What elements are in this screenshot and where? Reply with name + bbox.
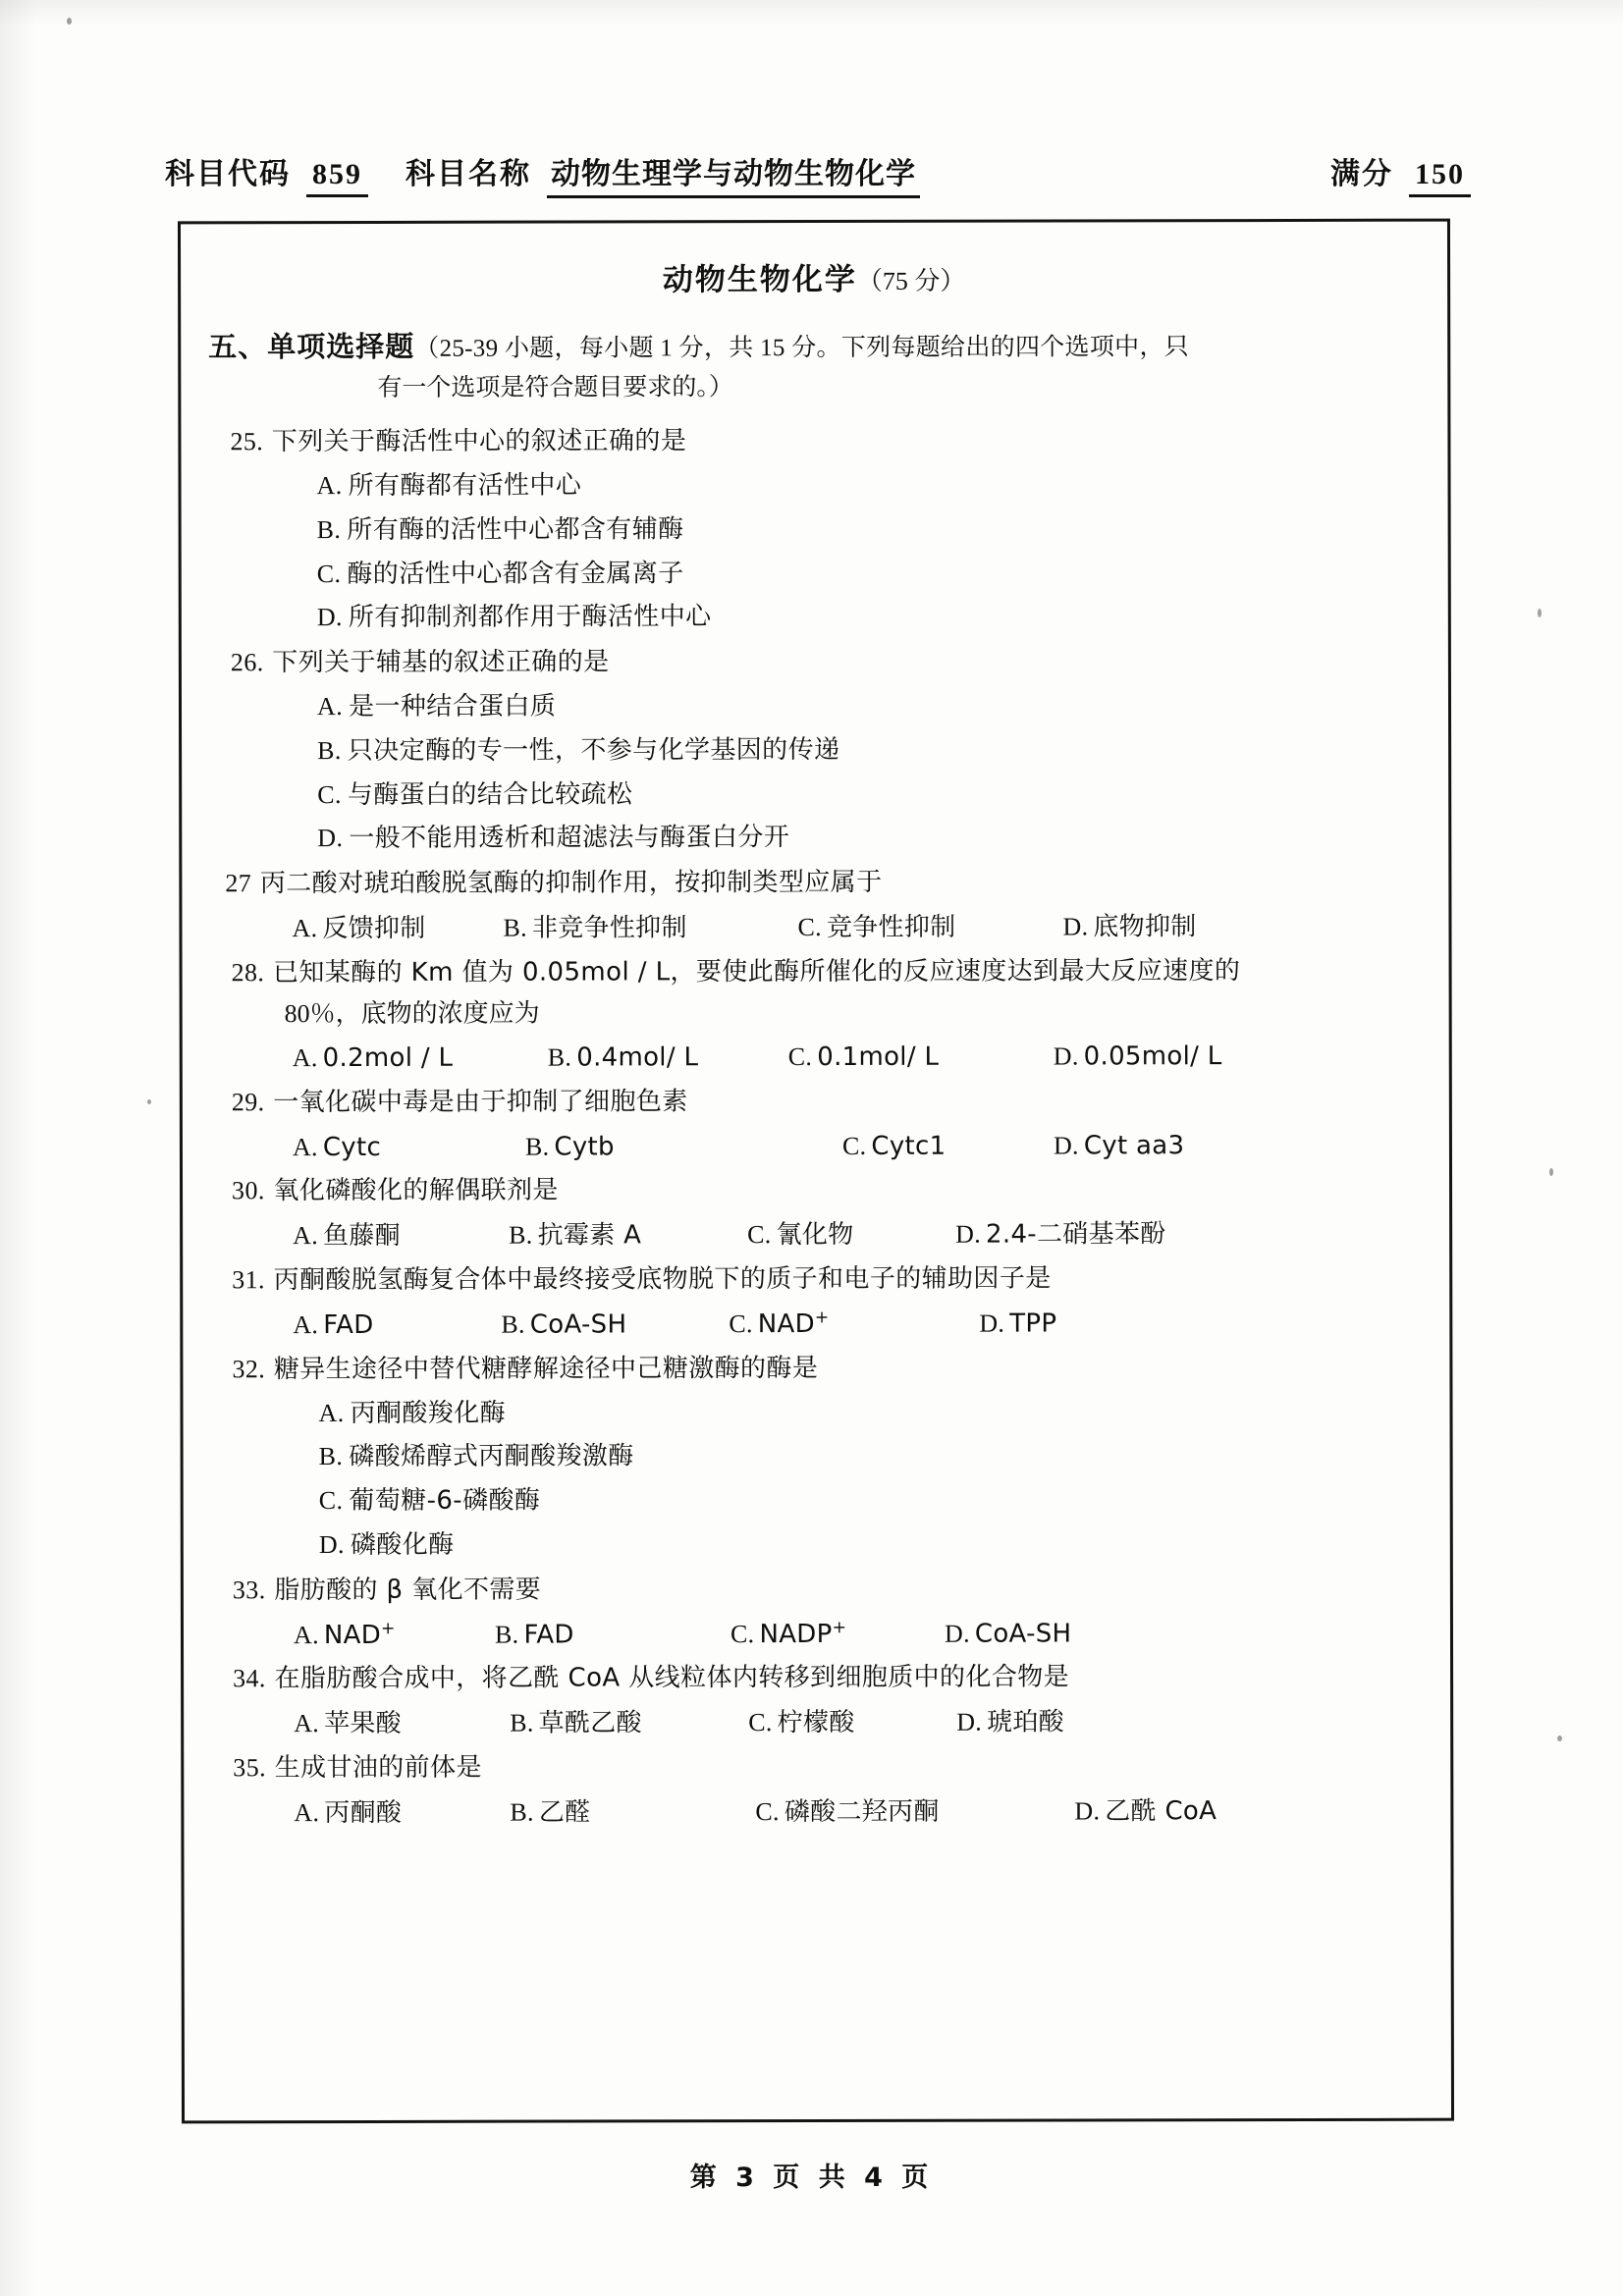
option-marker: C. [841, 1131, 867, 1160]
option-b[interactable] [501, 1304, 729, 1346]
exam-content-frame [178, 219, 1454, 2124]
option-a[interactable] [206, 462, 1422, 508]
option-text: 0.4mol/ L [576, 1042, 699, 1073]
option-list [208, 1124, 1424, 1168]
section-instructions-line1: （25-39 小题，每小题 1 分，共 15 分。下列每题给出的四个选项中，只 [414, 334, 1190, 362]
option-b[interactable] [209, 1433, 1425, 1479]
option-marker: D. [944, 1619, 970, 1648]
option-text: 丙酮酸羧化酶 [350, 1398, 507, 1428]
option-marker: A. [294, 1709, 320, 1738]
question-number: 26. [230, 648, 264, 677]
option-marker: C. [316, 559, 342, 588]
option-a[interactable] [293, 1126, 525, 1168]
option-text: 琥珀酸 [987, 1707, 1065, 1738]
option-d[interactable] [209, 1522, 1425, 1568]
question-stem-text: 一氧化碳中毒是由于抑制了细胞色素 [273, 1086, 688, 1117]
option-b[interactable] [503, 907, 797, 949]
option-list [209, 1790, 1425, 1835]
option-marker: C. [755, 1797, 780, 1827]
option-a[interactable] [294, 1703, 510, 1745]
question-stem-text: 生成甘油的前体是 [274, 1752, 482, 1784]
option-text: NAD [323, 1620, 382, 1650]
option-marker: D. [955, 1219, 982, 1250]
question-stem [208, 1257, 1424, 1302]
paper-title-text: 动物生物化学 [662, 261, 857, 298]
question-stem-text: 丙二酸对琥珀酸脱氢酶的抑制作用，按抑制类型应属于 [259, 867, 883, 899]
option-list [208, 1213, 1424, 1257]
question-item [208, 1079, 1424, 1168]
option-text: 2.4-二硝基苯酚 [985, 1219, 1166, 1250]
option-a[interactable] [294, 1792, 510, 1835]
option-marker: B. [316, 514, 342, 544]
option-text: 磷酸化酶 [350, 1529, 455, 1560]
option-text: 只决定酶的专一性，不参与化学基因的传递 [347, 734, 840, 766]
question-stem-text: 下列关于酶活性中心的叙述正确的是 [271, 426, 687, 457]
option-marker: C. [318, 1486, 344, 1516]
option-marker: B. [501, 1309, 525, 1339]
option-marker: A. [292, 914, 318, 943]
option-text: 磷酸烯醇式丙酮酸羧激酶 [349, 1441, 634, 1472]
option-marker: A. [294, 1798, 320, 1828]
total-score-label: 满分 [1330, 157, 1393, 191]
option-marker: C. [730, 1619, 755, 1648]
scan-speck [67, 18, 72, 25]
option-marker: C. [787, 1041, 813, 1071]
subject-name-label: 科目名称 [406, 157, 531, 191]
option-text: 草酰乙酸 [538, 1708, 642, 1739]
question-item [208, 1346, 1424, 1568]
question-number: 33. [232, 1575, 266, 1604]
option-a[interactable] [293, 1038, 548, 1080]
option-text: Cytc [322, 1132, 382, 1162]
option-c[interactable] [209, 1477, 1425, 1523]
option-text: 丙酮酸 [324, 1798, 403, 1829]
option-superscript: + [381, 1618, 396, 1639]
option-list [207, 906, 1423, 950]
question-stem [209, 1656, 1425, 1700]
option-text: 鱼藤酮 [322, 1221, 401, 1252]
scan-speck [1549, 1168, 1553, 1176]
option-marker: A. [316, 692, 344, 721]
option-text: Cyt aa3 [1083, 1130, 1185, 1161]
question-item [206, 419, 1422, 641]
option-text: FAD [523, 1620, 574, 1650]
option-c[interactable] [730, 1613, 945, 1655]
option-a[interactable] [294, 1614, 495, 1656]
question-number: 27 [225, 869, 252, 898]
option-marker: B. [547, 1042, 572, 1072]
question-stem [208, 1079, 1424, 1123]
option-text: NAD [757, 1309, 815, 1340]
option-marker: A. [293, 1310, 319, 1340]
page-number-text: 第 3 页 共 4 页 [689, 2163, 934, 2193]
option-text: 抗霉素 A [537, 1220, 642, 1251]
question-number: 35. [233, 1753, 267, 1783]
option-text: 一般不能用透析和超滤法与酶蛋白分开 [349, 823, 790, 854]
question-stem [207, 861, 1423, 905]
option-text: Cytc1 [871, 1131, 947, 1161]
option-c[interactable] [797, 907, 1062, 949]
option-marker: D. [317, 824, 344, 853]
option-text: 葡萄糖-6-磷酸酶 [349, 1485, 541, 1517]
option-d[interactable] [956, 1702, 1064, 1744]
question-number: 29. [231, 1087, 265, 1116]
option-c[interactable] [207, 771, 1423, 817]
option-text: 竞争性抑制 [826, 912, 956, 943]
option-d[interactable] [979, 1304, 1056, 1346]
question-number: 34. [233, 1664, 266, 1693]
option-marker: B. [510, 1797, 534, 1827]
option-text: CoA-SH [529, 1309, 627, 1340]
question-stem [207, 640, 1423, 684]
option-c[interactable] [755, 1791, 1074, 1834]
option-marker: A. [293, 1620, 319, 1649]
option-text: TPP [1009, 1308, 1057, 1339]
option-text: NADP [759, 1619, 833, 1649]
option-marker: B. [318, 1442, 344, 1471]
option-text: CoA-SH [974, 1619, 1072, 1649]
question-item [208, 1168, 1424, 1257]
option-list [208, 1303, 1424, 1347]
option-marker: D. [316, 603, 343, 632]
section-heading-block [206, 323, 1422, 408]
option-text: 所有抑制剂都作用于酶活性中心 [348, 602, 712, 633]
option-marker: D. [1053, 1041, 1079, 1071]
paper-title [206, 253, 1422, 300]
option-marker: D. [1053, 1131, 1079, 1160]
option-marker: B. [510, 1709, 534, 1738]
option-list [207, 683, 1423, 861]
option-marker: A. [293, 1221, 319, 1251]
page-footer [0, 2156, 1623, 2194]
question-list [206, 419, 1425, 1835]
question-stem [208, 949, 1424, 993]
option-text: 所有酶的活性中心都含有辅酶 [347, 514, 684, 545]
option-d[interactable] [1054, 1125, 1184, 1167]
option-list [208, 1389, 1424, 1567]
option-marker: D. [1062, 912, 1089, 941]
subject-name-value: 动物生理学与动物生物化学 [547, 149, 920, 198]
option-b[interactable] [495, 1614, 730, 1656]
option-marker: D. [956, 1708, 983, 1737]
option-superscript: + [832, 1618, 847, 1638]
option-d[interactable] [207, 815, 1423, 861]
question-stem [206, 419, 1422, 463]
option-d[interactable] [1054, 1036, 1222, 1078]
option-text: 柠檬酸 [777, 1708, 855, 1738]
question-number: 25. [230, 427, 264, 456]
option-marker: B. [317, 735, 342, 765]
option-text: 是一种结合蛋白质 [349, 691, 557, 722]
scan-speck [147, 1099, 151, 1104]
question-number: 30. [232, 1176, 265, 1205]
option-a[interactable] [293, 1305, 501, 1347]
option-marker: C. [748, 1708, 773, 1737]
option-b[interactable] [510, 1703, 748, 1745]
option-text: 底物抑制 [1093, 912, 1197, 942]
question-stem [209, 1567, 1425, 1611]
scan-speck [1557, 1735, 1562, 1741]
option-text: 乙醛 [538, 1797, 591, 1828]
option-text: Cytb [554, 1132, 615, 1162]
subject-code-value: 859 [306, 158, 368, 197]
option-d[interactable] [955, 1214, 1165, 1256]
question-stem [209, 1745, 1425, 1789]
option-c[interactable] [747, 1214, 955, 1256]
question-stem-text: 已知某酶的 Km 值为 0.05mol / L，要使此酶所催化的反应速度达到最大反应速度的 [272, 955, 1241, 988]
question-item [208, 1257, 1424, 1347]
question-item [208, 949, 1424, 1079]
option-d[interactable] [1074, 1790, 1217, 1833]
subject-code-label: 科目代码 [165, 157, 291, 191]
question-item [207, 861, 1423, 950]
option-text: 0.1mol/ L [817, 1041, 940, 1072]
option-marker: A. [292, 1132, 318, 1161]
question-stem [208, 1346, 1424, 1390]
option-b[interactable] [548, 1037, 788, 1079]
option-text: 磷酸二羟丙酮 [784, 1796, 940, 1828]
question-stem [208, 1168, 1424, 1212]
option-text: FAD [323, 1309, 374, 1341]
question-item [209, 1745, 1425, 1835]
option-text: 氰化物 [776, 1220, 854, 1251]
option-d[interactable] [207, 594, 1423, 640]
option-list [206, 462, 1422, 640]
question-stem-text: 氧化磷酸化的解偶联剂是 [273, 1175, 559, 1206]
exam-content-inner [181, 222, 1451, 2121]
option-text: 反馈抑制 [322, 913, 426, 944]
option-a[interactable] [292, 908, 503, 950]
option-marker: C. [729, 1309, 753, 1339]
option-marker: C. [747, 1220, 772, 1250]
option-c[interactable] [729, 1304, 979, 1346]
question-item [209, 1656, 1425, 1745]
question-stem-text: 脂肪酸的 β 氧化不需要 [274, 1575, 542, 1605]
question-stem-text: 下列关于辅基的叙述正确的是 [272, 647, 610, 678]
section-instructions-line2: 有一个选项是符合题目要求的。） [377, 374, 733, 402]
option-c[interactable] [842, 1125, 1054, 1167]
option-b[interactable] [207, 507, 1423, 553]
option-marker: B. [494, 1620, 519, 1649]
question-stem-continuation: 80％，底物的浓度应为 [284, 998, 540, 1028]
option-marker: D. [1074, 1796, 1101, 1826]
option-marker: A. [292, 1042, 318, 1073]
option-text: 0.2mol / L [322, 1042, 454, 1073]
option-d[interactable] [945, 1613, 1071, 1655]
option-a[interactable] [208, 1389, 1424, 1435]
option-marker: D. [979, 1308, 1005, 1338]
scan-speck [1538, 609, 1542, 617]
option-a[interactable] [207, 683, 1423, 729]
option-marker: D. [318, 1529, 345, 1559]
question-stem-text: 丙酮酸脱氢酶复合体中最终接受底物脱下的质子和电子的辅助因子是 [273, 1263, 1052, 1296]
question-number: 32. [232, 1354, 266, 1383]
option-b[interactable] [525, 1126, 842, 1168]
question-item [209, 1567, 1425, 1656]
option-marker: B. [503, 913, 527, 942]
option-list [209, 1612, 1425, 1656]
option-text: 非竞争性抑制 [531, 913, 687, 943]
option-list [208, 1036, 1424, 1080]
option-b[interactable] [509, 1214, 747, 1256]
option-superscript: + [814, 1308, 830, 1328]
total-score-value: 150 [1409, 158, 1471, 197]
paper-title-points: （75 分） [856, 266, 966, 295]
option-marker: A. [316, 471, 343, 501]
option-b[interactable] [510, 1791, 755, 1834]
option-text: 苹果酸 [324, 1709, 403, 1739]
option-c[interactable] [748, 1702, 956, 1744]
option-b[interactable] [207, 727, 1423, 774]
question-number: 28. [231, 957, 265, 987]
option-marker: A. [318, 1398, 345, 1427]
section-heading: 五、单项选择题 [208, 329, 415, 364]
option-text: 酶的活性中心都含有金属离子 [347, 558, 684, 589]
question-stem-text: 在脂肪酸合成中，将乙酰 CoA 从线粒体内转移到细胞质中的化合物是 [274, 1662, 1070, 1694]
question-stem-text: 糖异生途径中替代糖酵解途径中己糖激酶的酶是 [273, 1353, 819, 1384]
option-list [209, 1701, 1425, 1745]
option-text: 所有酶都有活性中心 [348, 470, 582, 502]
option-text: 与酶蛋白的结合比较疏松 [347, 778, 633, 810]
question-number: 31. [232, 1265, 265, 1295]
option-marker: C. [797, 913, 822, 942]
option-d[interactable] [1062, 906, 1196, 948]
option-text: 乙酰 CoA [1105, 1796, 1217, 1827]
option-marker: B. [509, 1220, 533, 1250]
exam-header [165, 149, 1471, 206]
option-c[interactable] [207, 550, 1423, 596]
option-marker: C. [317, 779, 342, 809]
option-text: 0.05mol/ L [1083, 1041, 1222, 1072]
option-marker: B. [524, 1132, 550, 1161]
question-item [207, 640, 1423, 862]
option-c[interactable] [788, 1036, 1054, 1078]
option-a[interactable] [293, 1215, 509, 1257]
